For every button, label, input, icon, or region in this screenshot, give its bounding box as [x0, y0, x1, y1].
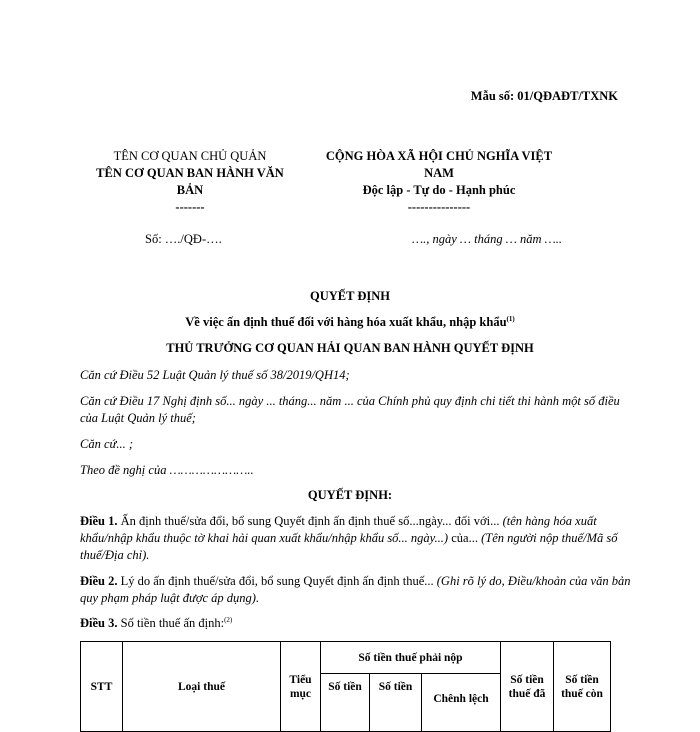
col-paid-l1: Số tiền — [510, 673, 544, 686]
article-2-label: Điều 2. — [80, 574, 118, 588]
col-amount-2: Số tiền — [370, 674, 422, 732]
article-2-reason: (Ghi rõ lý do, Điều/khoản của văn bản quy phạm pháp luật được áp dụng). — [80, 574, 631, 605]
article-1-of: của... — [448, 531, 482, 545]
legal-basis-1: Căn cứ Điều 52 Luật Quản lý thuế số 38/2019/QH14; — [80, 368, 350, 382]
col-paid — [501, 642, 554, 732]
col-stt: STT — [81, 642, 123, 732]
legal-basis-4: Theo đề nghị của ………………….. — [80, 463, 254, 477]
article-2-text: Lý do ấn định thuế/sửa đổi, bổ sung Quyết định ấn định thuế... — [117, 574, 437, 588]
left-divider: ------- — [175, 200, 205, 214]
col-sub-item-l2: mục — [289, 687, 312, 700]
legal-basis-2: Căn cứ Điều 17 Nghị định số... ngày ... tháng... năm ... của Chính phủ quy định chi tiết thi hành một số điều của Luật Quản lý thuế; — [80, 394, 620, 425]
national-motto: Độc lập - Tự do - Hạnh phúc — [362, 183, 516, 197]
issuing-authority: THỦ TRƯỞNG CƠ QUAN HẢI QUAN BAN HÀNH QUYẾT ĐỊNH — [166, 341, 534, 355]
col-remaining-l1: Số tiền — [565, 673, 599, 686]
col-paid-l2: thuế đã — [508, 687, 546, 700]
col-tax-type: Loại thuế — [123, 642, 281, 732]
article-3-label: Điều 3. — [80, 616, 118, 630]
issuing-agency-block — [70, 148, 310, 216]
col-sub-item — [281, 642, 321, 732]
form-number: Mẫu số: 01/QĐAĐT/TXNK — [470, 89, 618, 103]
article-3 — [80, 615, 640, 632]
article-1-taxpayer: (Tên người nộp thuế/Mã số thuế/Địa chỉ). — [80, 531, 618, 562]
col-payable-group: Số tiền thuế phải nộp — [321, 642, 501, 674]
legal-basis-3: Căn cứ... ; — [80, 437, 133, 451]
document-date: …., ngày … tháng … năm ….. — [412, 232, 563, 246]
country-name-cont: NAM — [424, 166, 454, 180]
article-1-text: Ấn định thuế/sửa đổi, bổ sung Quyết định ấn định thuế số...ngày... đối với... — [117, 514, 503, 528]
right-divider: --------------- — [407, 200, 471, 214]
country-name: CỘNG HÒA XÃ HỘI CHỦ NGHĨA VIỆT — [325, 149, 553, 163]
article-3-text: Số tiền thuế ấn định: — [117, 616, 225, 630]
issuing-agency-name-cont: BẢN — [176, 183, 204, 197]
tax-assessment-table — [80, 641, 611, 732]
national-heading-block — [300, 148, 578, 216]
subtitle-footnote-ref: (1) — [506, 314, 515, 323]
article-1-goods: (tên hàng hóa xuất khẩu/nhập khẩu thuộc tờ khai hải quan xuất khẩu/nhập khẩu số... ngày...) — [80, 514, 597, 545]
document-title: QUYẾT ĐỊNH — [310, 289, 390, 303]
article-1 — [80, 513, 640, 564]
issuing-agency-name: TÊN CƠ QUAN BAN HÀNH VĂN — [96, 166, 284, 180]
col-sub-item-l1: Tiểu — [289, 673, 312, 686]
document-subtitle — [0, 315, 700, 330]
document-number: Số: …./QĐ-…. — [145, 232, 222, 246]
col-remaining — [554, 642, 611, 732]
col-remaining-l2: thuế còn — [561, 687, 603, 700]
subtitle-text: Về việc ấn định thuế đối với hàng hóa xuất khẩu, nhập khẩu — [185, 315, 507, 329]
decision-heading: QUYẾT ĐỊNH: — [307, 488, 393, 502]
col-difference: Chênh lệch — [422, 674, 501, 732]
article-2 — [80, 573, 640, 607]
parent-agency-name: TÊN CƠ QUAN CHỦ QUẢN — [113, 149, 267, 163]
col-amount-1: Số tiền — [321, 674, 370, 732]
article-1-label: Điều 1. — [80, 514, 118, 528]
article-3-footnote-ref: (2) — [224, 615, 233, 624]
